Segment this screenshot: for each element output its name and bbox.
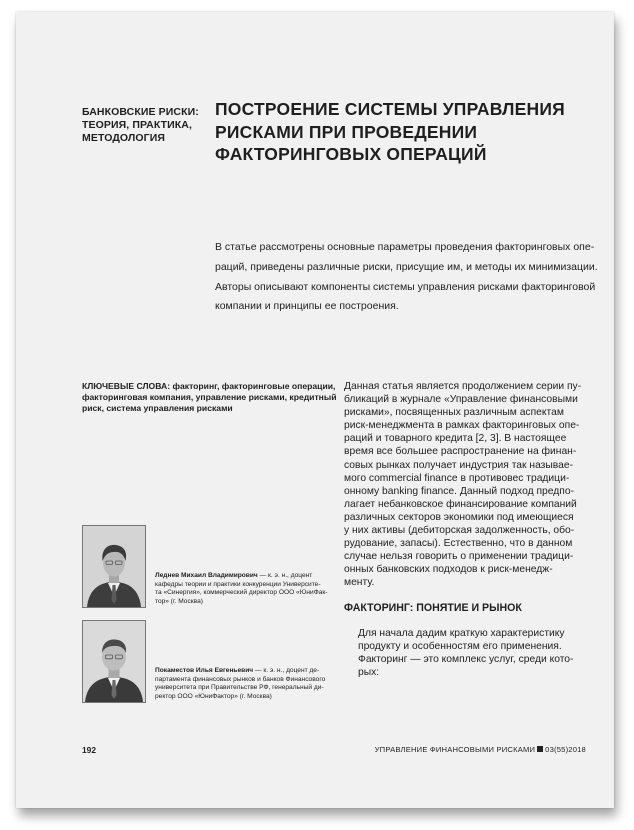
body-line: различных секторов экономики под имеющиеся: [344, 511, 574, 523]
body-line: случае нельзя говорить о применении традици-: [344, 551, 574, 563]
body-line: Факторинг — это комплекс услуг, среди кото-: [358, 653, 574, 665]
author-bio: [155, 667, 327, 702]
article-body: [344, 380, 598, 679]
abstract-line: компании и принципы ее построения.: [215, 300, 399, 313]
keywords-line: факторинговая компания, управление рисками, кредитный: [82, 392, 337, 403]
body-paragraph: [344, 653, 598, 679]
keywords-block: [82, 381, 337, 415]
title-line: ФАКТОРИНГОВЫХ ОПЕРАЦИЙ: [215, 144, 487, 164]
body-line: продукту и особенностям его применения.: [358, 640, 562, 652]
portrait-image: [83, 526, 145, 607]
abstract-line: Авторы описывают компоненты системы управления рисками факторинговой: [215, 280, 596, 293]
author-bio-line: партамента финансовых рынков и банков Финансового: [155, 675, 326, 683]
author-name: Покаместов Илья Евгеньевич: [155, 667, 254, 674]
author-bio-line: — к. э. н., доцент де-: [253, 667, 320, 674]
title-line: РИСКАМИ ПРИ ПРОВЕДЕНИИ: [215, 121, 478, 142]
intro-paragraph: [344, 380, 598, 590]
keywords-line: риск, система управления рисками: [82, 403, 233, 414]
body-line: рых:: [358, 666, 380, 678]
author-bio-line: университета при Правительстве РФ, генеральный ди-: [155, 684, 324, 692]
journal-issue: 03(55)2018: [545, 745, 586, 754]
author-name: Леднев Михаил Владимирович: [155, 572, 258, 579]
article-title: [215, 98, 575, 166]
body-line: у них активы (дебиторская задолженность, обо-: [344, 525, 575, 537]
rubric-line: МЕТОДОЛОГИЯ: [82, 132, 165, 144]
page-number: 192: [82, 745, 96, 755]
author-photo: [82, 620, 146, 703]
author-bio-line: тор» (г. Москва): [155, 598, 203, 606]
body-line: лагает небанковское финансирование компаний: [344, 498, 577, 510]
body-line: Данная статья является продолжением серии пу-: [344, 381, 582, 392]
author-photo: [82, 525, 146, 608]
body-line: менту.: [344, 577, 375, 589]
square-separator-icon: [537, 746, 543, 752]
abstract-line: В статье рассмотрены основные параметры проведения факторинговых опе-: [215, 241, 595, 253]
section-heading: ФАКТОРИНГ: ПОНЯТИЕ И РЫНОК: [344, 601, 522, 614]
body-paragraph: [344, 627, 598, 653]
body-line: бликаций в журнале «Управление финансовыми: [344, 394, 578, 406]
body-line: рисками», посвященных различным аспектам: [344, 407, 564, 419]
body-line: Для начала дадим краткую характеристику: [358, 627, 565, 639]
journal-page: [16, 12, 614, 808]
body-line: время все большее распространение на финан-: [344, 446, 577, 458]
author-bio: [155, 572, 327, 607]
journal-footer: [375, 745, 586, 754]
body-line: рудование, запасы). Естественно, что в данном: [344, 538, 573, 550]
author-bio-line: ректор ООО «ЮниФактор» (г. Москва): [155, 693, 272, 701]
rubric-line: БАНКОВСКИЕ РИСКИ:: [82, 106, 199, 118]
section-rubric: [82, 106, 202, 145]
abstract-line: раций, приведены различные риски, присущие им, и методы их минимизации.: [215, 260, 598, 273]
body-line: совых рынках получает индустрия так называе-: [344, 459, 574, 471]
body-line: онных банковских подходов к риск-менедж-: [344, 564, 553, 576]
journal-name: УПРАВЛЕНИЕ ФИНАНСОВЫМИ РИСКАМИ: [374, 745, 536, 754]
body-line: мого commercial finance в противовес традици-: [344, 472, 570, 484]
author-bio-line: кафедры теории и практики конкуренции Университе-: [155, 580, 321, 588]
rubric-line: ТЕОРИЯ, ПРАКТИКА,: [82, 119, 192, 131]
portrait-image: [83, 621, 145, 702]
article-abstract: [215, 238, 597, 317]
body-line: раций и товарного кредита [2, 3]. В настоящее: [344, 433, 567, 445]
author-bio-line: та «Синергия», коммерческий директор ООО «ЮниФак-: [155, 589, 328, 597]
title-line: ПОСТРОЕНИЕ СИСТЕМЫ УПРАВЛЕНИЯ: [215, 99, 565, 119]
body-line: онному banking finance. Данный подход предпо-: [344, 485, 575, 497]
author-bio-line: — к. э. н., доцент: [257, 572, 313, 579]
body-line: риск-менеджмента в рамках факторинговых опе-: [344, 420, 580, 432]
keywords-line: КЛЮЧЕВЫЕ СЛОВА: факторинг, факторинговые операции,: [82, 381, 336, 391]
